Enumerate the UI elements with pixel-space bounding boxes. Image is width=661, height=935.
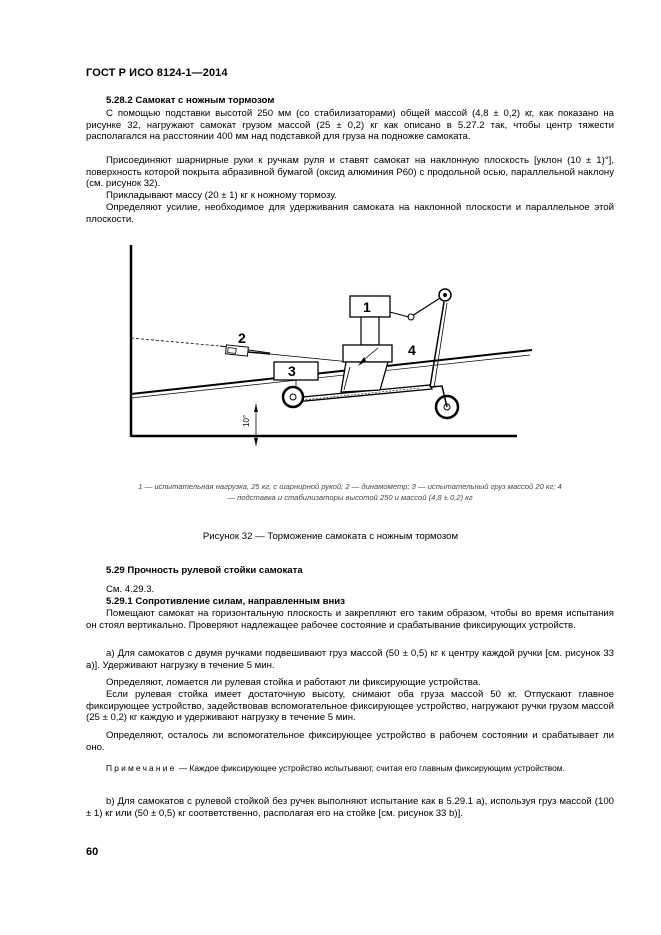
angle-arrow-bottom: [254, 438, 258, 446]
page-number: 60: [86, 846, 99, 858]
subsection-heading-5-29-1: 5.29.1 Сопротивление силам, направленным вниз: [106, 596, 345, 607]
dynamometer-scale: [228, 348, 236, 354]
cross-reference: См. 4.29.3.: [106, 584, 155, 595]
paragraph: Определяют, ломается ли рулевая стойка и работают ли фиксирующие устройства.: [106, 677, 481, 688]
label-2: 2: [238, 330, 246, 346]
document-header: ГОСТ Р ИСО 8124-1—2014: [86, 67, 228, 79]
figure-title: Рисунок 32 — Торможение самоката с ножным тормозом: [202, 531, 459, 542]
steering-column-edge: [434, 303, 447, 388]
angle-arrow-top: [254, 404, 258, 412]
note-label: Примечание: [106, 763, 177, 773]
paragraph: Помещают самокат на горизонтальную плоскость и закрепляют его таким образом, чтобы во время испытания он стоял вертикально. Проверяют надлежащее рабочее состояние и срабатывание фиксирующих устройств.: [86, 608, 614, 631]
section-heading-5-29: 5.29 Прочность рулевой стойки самоката: [106, 565, 303, 576]
note: [86, 763, 614, 775]
articulated-arm: [412, 298, 440, 316]
paragraph: С помощью подставки высотой 250 мм (со стабилизаторами) общей массой (4,8 ± 0,2) кг, как показано на рисунке 32, нагружают самокат грузом массой (25 ± 0,2) кг как описано в 5.27.2 так, чтобы центр тяжести располагался на расстоянии 400 мм над подставкой для груза на подножке самоката.: [86, 108, 614, 143]
paragraph: Прикладывают массу (20 ± 1) кг к ножному тормозу.: [106, 190, 337, 201]
inclined-plane: [131, 350, 532, 394]
handlebar-pivot: [443, 293, 447, 297]
angle-label: 10°: [242, 414, 251, 427]
paragraph: Если рулевая стойка имеет достаточную высоту, снимают оба груза массой 50 кг. Отпускают главное фиксирующее устройство, задействовав вспомогательное фиксирующее устройство, нагружают ручки грузом массой (25 ± 0,2) кг каждую и удерживают нагрузку в течение 5 мин.: [86, 689, 614, 724]
paragraph: Определяют, осталось ли вспомогательное фиксирующее устройство в рабочем состоянии и срабатывает ли оно.: [86, 730, 614, 753]
paragraph: а) Для самокатов с двумя ручками подвешивают груз массой (50 ± 0,5) кг к центру каждой ручки [см. рисунок 33 а)]. Удерживают нагрузку в течение 5 мин.: [86, 648, 614, 671]
stand-4: [341, 362, 388, 392]
label-4: 4: [408, 342, 416, 358]
test-weight-3: [274, 362, 318, 380]
paragraph: b) Для самокатов с рулевой стойкой без ручек выполняют испытание как в 5.29.1 а), используя груз массой (100 ± 1) кг или (50 ± 0,5) кг соответственно, располагая его на стойке [см. рисунок 33 b)].: [86, 796, 614, 819]
load-plate: [343, 345, 392, 362]
inclined-plane-surface: [131, 355, 530, 398]
rear-wheel-hub: [290, 394, 296, 400]
label-1: 1: [363, 299, 371, 315]
note-text: — Каждое фиксирующее устройство испытывают, считая его главным фиксирующим устройством.: [176, 763, 565, 773]
load-column: [361, 317, 379, 345]
cable-line: [131, 338, 220, 346]
section-heading-5-28-2: 5.28.2 Самокат с ножным тормозом: [106, 95, 275, 106]
steering-column: [430, 302, 444, 387]
figure-32-diagram: [120, 240, 540, 460]
label-3: 3: [288, 363, 296, 379]
figure-caption-line-1: 1 — испытательная нагрузка, 25 кг, с шарнирной рукой; 2 — динамометр; 3 — испытательный груз массой 20 кг; 4: [138, 482, 562, 491]
figure-caption-line-2: — подставка и стабилизаторы высотой 250 и массой (4,8 ± 0,2) кг: [227, 493, 473, 502]
paragraph: Определяют усилие, необходимое для удерживания самоката на наклонной плоскости и параллельное этой плоскости.: [86, 202, 614, 225]
paragraph: Присоединяют шарнирные руки к ручкам руля и ставят самокат на наклонную плоскость [уклон (10 ± 1)°], поверхность которой покрыта абразивной бумагой (оксид алюминия Р60) с продольной осью, параллельной наклону (см. рисунок 32).: [86, 155, 614, 190]
